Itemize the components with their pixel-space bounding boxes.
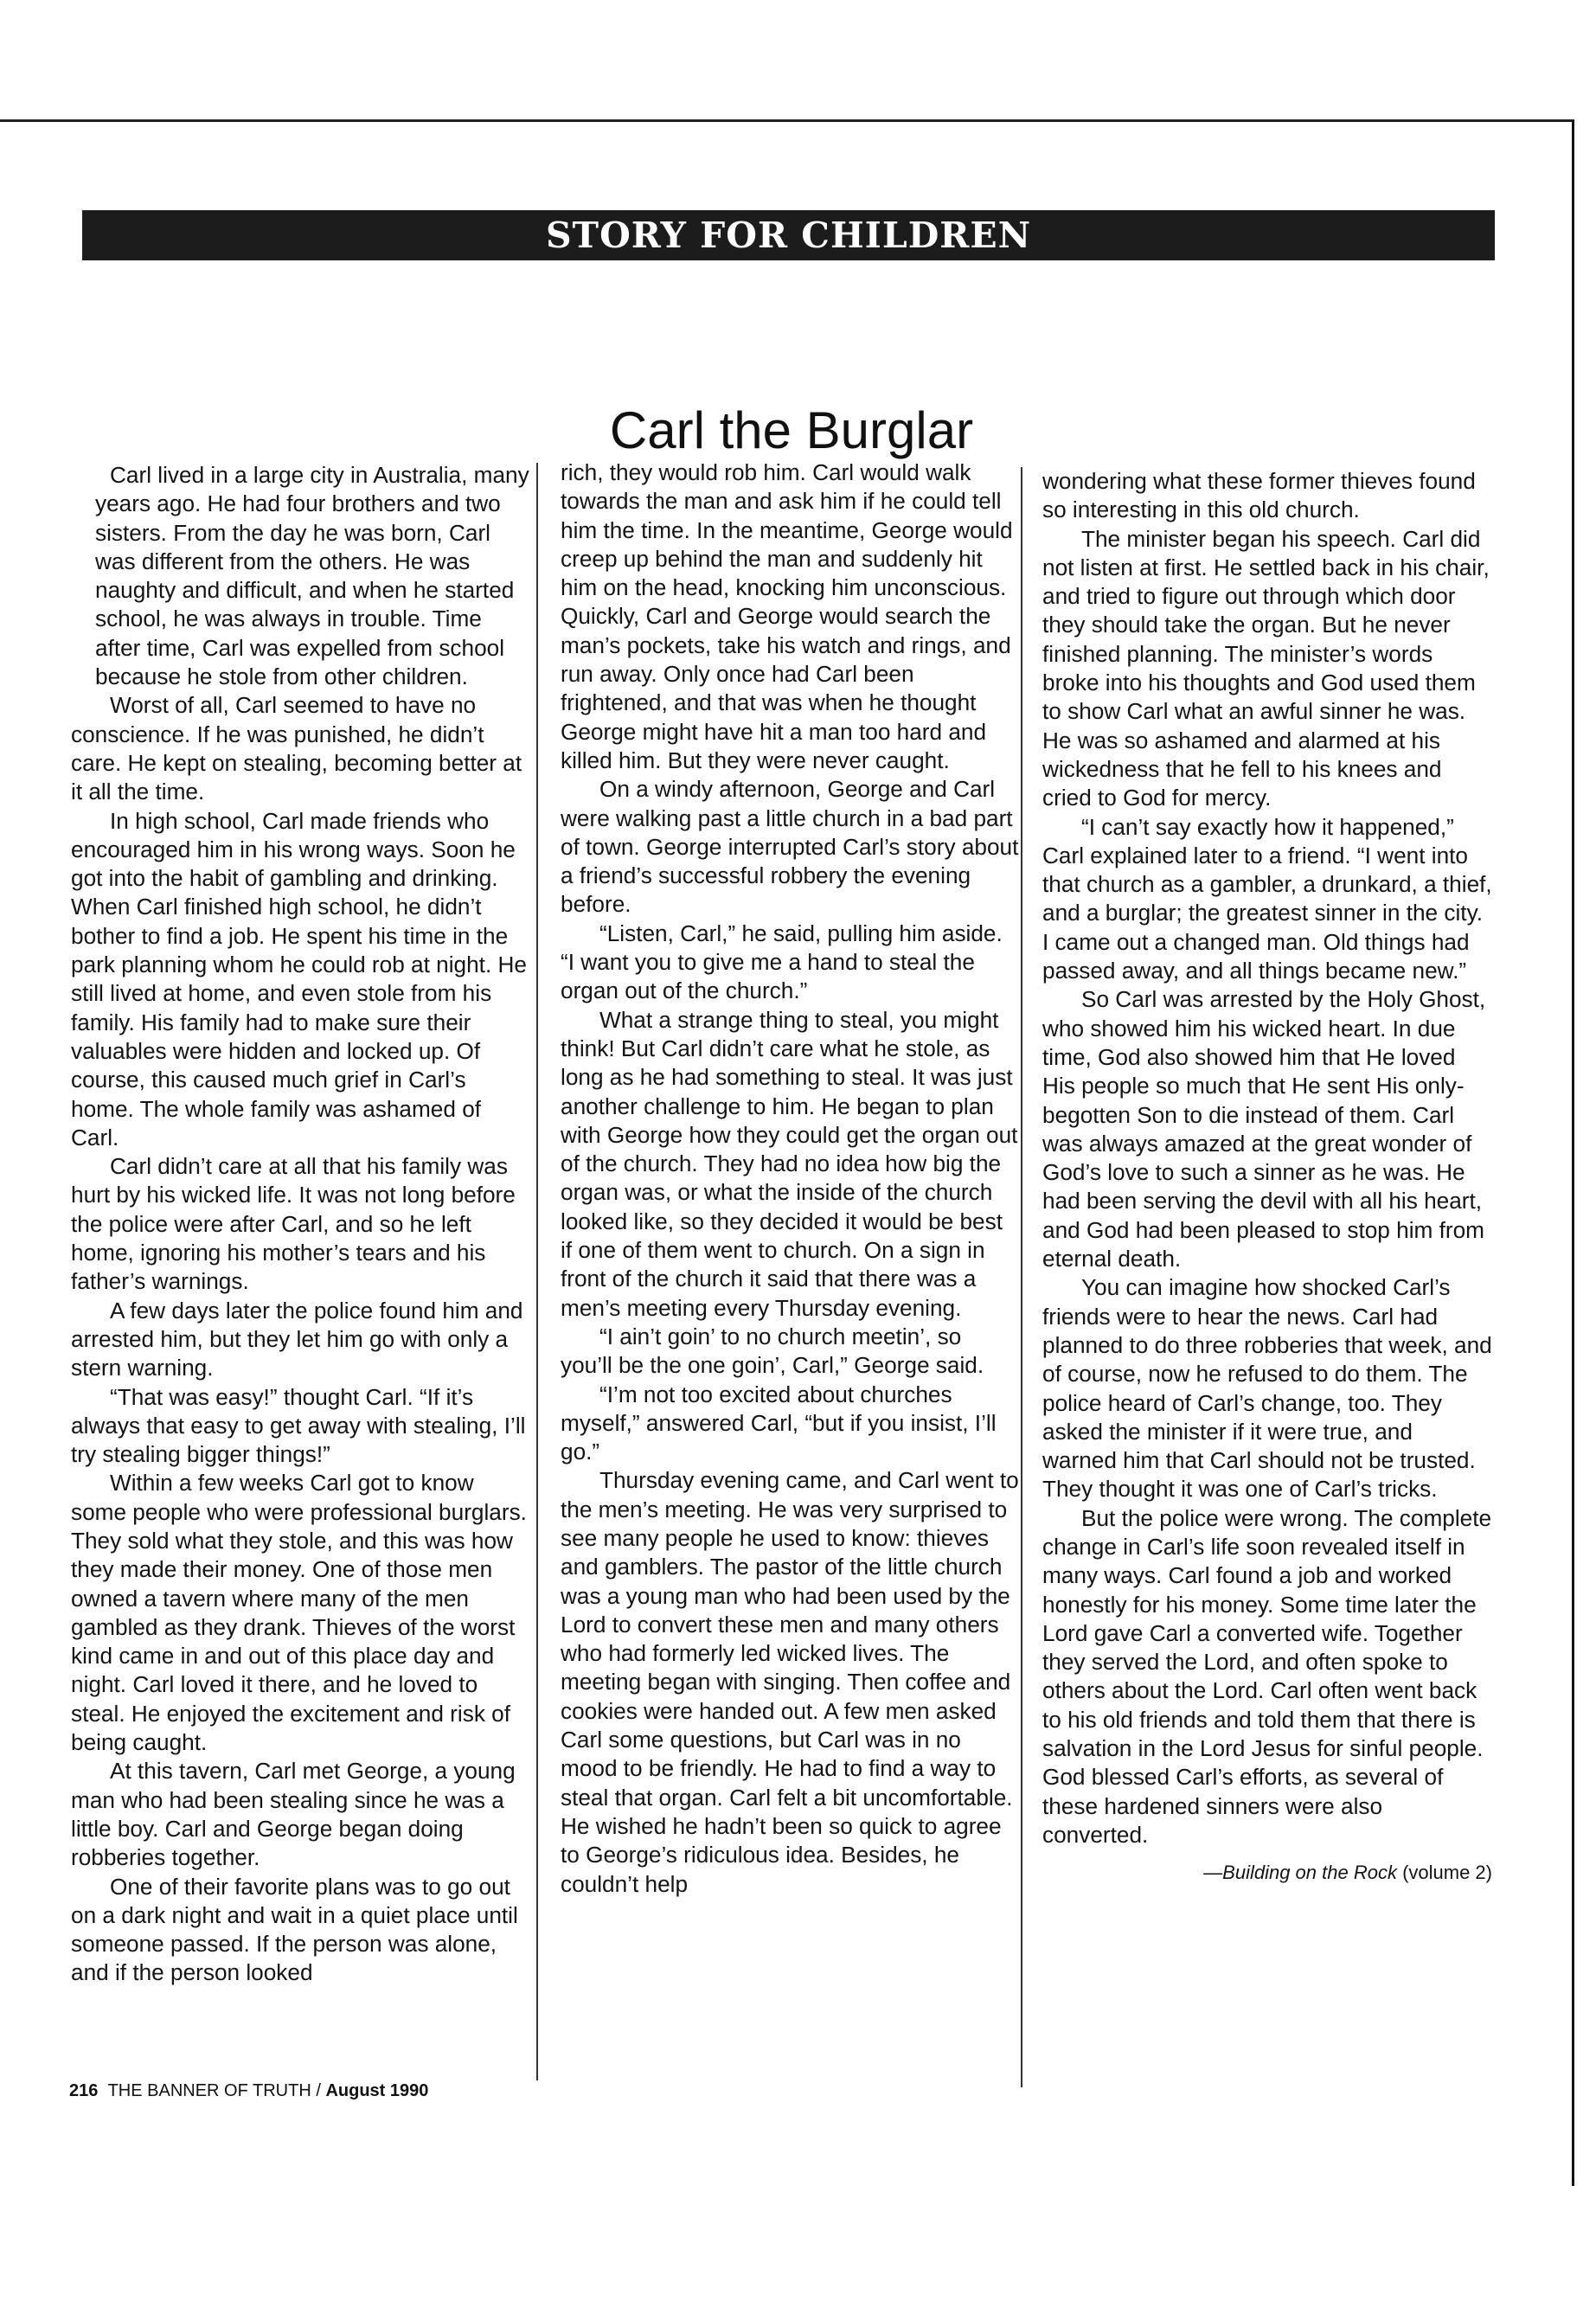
paragraph: On a windy afternoon, George and Carl were walking past a little church in a bad part of town. George interrupted Carl’s story about a friend’s successful robbery the evening before.	[561, 776, 1019, 918]
paragraph: But the police were wrong. The complete change in Carl’s life soon revealed itself in many ways. Carl found a job and worked honestly for his money. Some time later the Lord gave Carl a converted wife. Together they served the Lord, and often spoke to others about the Lord. Carl often went back to his old friends and told them that there is salvation in the Lord Jesus for sinful people. God blessed Carl’s efforts, as several of these hardened sinners were also converted.	[1042, 1504, 1492, 1848]
paragraph: “I ain’t goin’ to no church meetin’, so you’ll be the one goin’, Carl,” George said.	[561, 1323, 984, 1379]
column-3	[1042, 467, 1492, 1886]
column-1	[71, 461, 529, 1988]
column-2	[561, 458, 1019, 1899]
paragraph: “I’m not too excited about churches myself,” answered Carl, “but if you insist, I’ll go.”	[561, 1381, 997, 1465]
paragraph: “That was easy!” thought Carl. “If it’s always that easy to get away with stealing, I’ll try stealing bigger things!”	[71, 1383, 526, 1468]
paragraph: One of their favorite plans was to go out on a dark night and wait in a quiet place until someone passed. If the person was alone, and if the person looked	[71, 1873, 518, 1986]
paragraph: Carl didn’t care at all that his family was hurt by his wicked life. It was not long before the police were after Carl, and so he left home, ignoring his mother’s tears and his father’s warnings.	[71, 1153, 516, 1295]
paragraph: Thursday evening came, and Carl went to the men’s meeting. He was very surprised to see many people he used to know: thieves and gamblers. The pastor of the little church was a young man who had been used by the Lord to convert these men and many others who had formerly led wicked lives. The meeting began with singing. Then coffee and cookies were handed out. A few men asked Carl some questions, but Carl was in no mood to be friendly. He had to find a way to steal that organ. Carl felt a bit uncomfortable. He wished he hadn’t been so quick to agree to George’s ridiculous idea. Besides, he couldn’t help	[561, 1467, 1019, 1897]
paragraph: The minister began his speech. Carl did not listen at first. He settled back in his chair, and tried to figure out through which door they should take the organ. But he never finished planning. The minister’s words broke into his thoughts and God used them to show Carl what an awful sinner he was. He was so ashamed and alarmed at his wickedness that he fell to his knees and cried to God for mercy.	[1042, 525, 1490, 811]
paragraph: Within a few weeks Carl got to know some people who were professional burglars. They sold what they stole, and this was how they made their money. One of those men owned a tavern where many of the men gambled as they drank. Thieves of the worst kind came in and out of this place day and night. Carl loved it there, and he loved to steal. He enjoyed the excitement and risk of being caught.	[71, 1470, 527, 1756]
paragraph: You can imagine how shocked Carl’s friends were to hear the news. Carl had planned to do three robberies that week, and of course, now he refused to do them. The police heard of Carl’s change, too. They asked the minister if it were true, and warned him that Carl should not be trusted. They thought it was one of Carl’s tricks.	[1042, 1274, 1492, 1503]
paragraph: Worst of all, Carl seemed to have no conscience. If he was punished, he didn’t care. He kept on stealing, becoming better at it all the time.	[71, 692, 522, 805]
page-footer	[69, 2078, 428, 2104]
paragraph: A few days later the police found him and arrested him, but they let him go with only a stern warning.	[71, 1297, 523, 1381]
source-attribution	[1042, 1860, 1492, 1886]
source-volume: (volume 2)	[1402, 1862, 1492, 1884]
paragraph: Carl lived in a large city in Australia, many years ago. He had four brothers and two sisters. From the day he was born, Carl was different from the others. He was naughty and difficult, and when he started school, he was always in trouble. Time after time, Carl was expelled from school because he stole from other children.	[95, 462, 529, 690]
issue-date: August 1990	[325, 2081, 429, 2100]
paragraph: What a strange thing to steal, you might think! But Carl didn’t care what he stole, as long as he had something to steal. It was just another challenge to him. He began to plan with George how they could get the organ out of the church. They had no idea how big the organ was, or what the inside of the church looked like, so they decided it would be best if one of them went to church. On a sign in front of the church it said that there was a men’s meeting every Thursday evening.	[561, 1006, 1018, 1321]
column-rule	[536, 463, 538, 2080]
paragraph: rich, they would rob him. Carl would walk towards the man and ask him if he could tell him the time. In the meantime, George would creep up behind the man and suddenly hit him on the head, knocking him unconscious. Quickly, Carl and George would search the man’s pockets, take his watch and rings, and run away. Only once had Carl been frightened, and that was when he thought George might have hit a man too hard and killed him. But they were never caught.	[561, 459, 1013, 773]
story-title: Carl the Burglar	[609, 401, 974, 459]
paragraph: In high school, Carl made friends who encouraged him in his wrong ways. Soon he got into the habit of gambling and drinking. When Carl finished high school, he didn’t bother to find a job. He spent his time in the park planning whom he could rob at night. He still lived at home, and even stole from his family. His family had to make sure their valuables were hidden and locked up. Of course, this caused much grief in Carl’s home. The whole family was ashamed of Carl.	[71, 807, 527, 1150]
column-rule	[1021, 467, 1022, 2087]
section-banner: STORY FOR CHILDREN	[82, 210, 1495, 260]
publication-name: THE BANNER OF TRUTH /	[107, 2081, 321, 2100]
source-dash: —	[1203, 1862, 1223, 1884]
paragraph: At this tavern, Carl met George, a young man who had been stealing since he was a little boy. Carl and George began doing robberies together.	[71, 1758, 516, 1871]
source-book: Building on the Rock	[1222, 1862, 1397, 1884]
page-number: 216	[69, 2081, 99, 2100]
paragraph: “I can’t say exactly how it happened,” Carl explained later to a friend. “I went into that church as a gambler, a drunkard, a thief, and a burglar; the greatest sinner in the city. I came out a changed man. Old things had passed away, and all things became new.”	[1042, 813, 1492, 984]
paragraph: wondering what these former thieves found so interesting in this old church.	[1042, 468, 1476, 523]
paragraph: “Listen, Carl,” he said, pulling him aside. “I want you to give me a hand to steal the organ out of the church.”	[561, 920, 1003, 1004]
paragraph: So Carl was arrested by the Holy Ghost, who showed him his wicked heart. In due time, God also showed him that He loved His people so much that He sent His only-begotten Son to die instead of them. Carl was always amazed at the great wonder of God’s love to such a sinner as he was. He had been serving the devil with all his heart, and God had been pleased to stop him from eternal death.	[1042, 986, 1486, 1272]
